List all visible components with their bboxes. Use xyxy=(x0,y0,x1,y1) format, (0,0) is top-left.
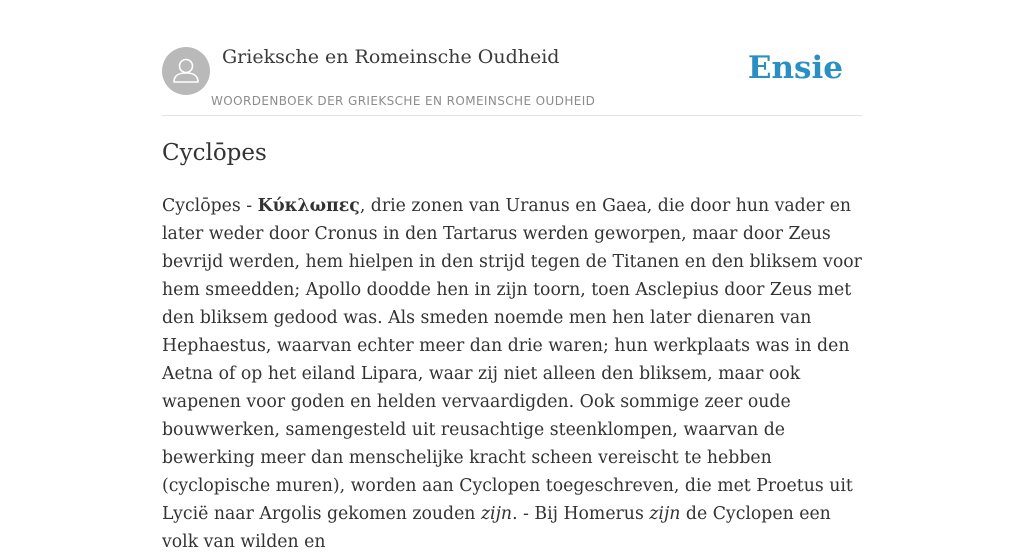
entry-title: Cyclōpes xyxy=(162,140,267,166)
entry-emphasis: zijn xyxy=(649,504,681,524)
source-title[interactable]: Grieksche en Romeinsche Oudheid xyxy=(222,46,560,68)
entry-emphasis: zijn xyxy=(480,504,513,524)
user-silhouette-icon-graphic xyxy=(162,47,210,95)
source-subtitle: WOORDENBOEK DER GRIEKSCHE EN ROMEINSCHE OUDHEID xyxy=(211,94,596,108)
entry-greek-term: Κύκλωπες xyxy=(257,196,360,216)
entry-text: de Cyclopen een volk van wilden en xyxy=(162,504,831,552)
source-header xyxy=(162,44,862,116)
entry-body xyxy=(162,192,862,556)
entry-text: . - Bij Homerus xyxy=(512,504,650,524)
user-silhouette-icon[interactable] xyxy=(162,47,210,95)
brand-logo[interactable]: Ensie xyxy=(747,50,843,86)
entry-text: , drie zonen van Uranus en Gaea, die door hun vader en later weder door Cronus in den Tartarus werden geworpen, maar door Zeus bevrijd werden, hem hielpen in den strijd tegen de Titanen en den bliksem voor hem smeedden; Apollo doodde hen in zijn toorn, toen Asclepius door Zeus met den bliksem gedood was. Als smeden noemde men hen later dienaren van Hephaestus, waarvan echter meer dan drie waren; hun werkplaats was in den Aetna of op het eiland Lipara, waar zij niet alleen den bliksem, maar ook wapenen voor goden en helden vervaardigden. Ook sommige zeer oude bouwwerken, samengesteld uit reusachtige steenklompen, waarvan de bewerking meer dan menschelijke kracht scheen vereischt te hebben (cyclopische muren), worden aan Cyclopen toegeschreven, die met Proetus uit Lycië naar Argolis gekomen zouden xyxy=(162,196,862,524)
entry-lead: Cyclōpes - xyxy=(162,196,258,216)
